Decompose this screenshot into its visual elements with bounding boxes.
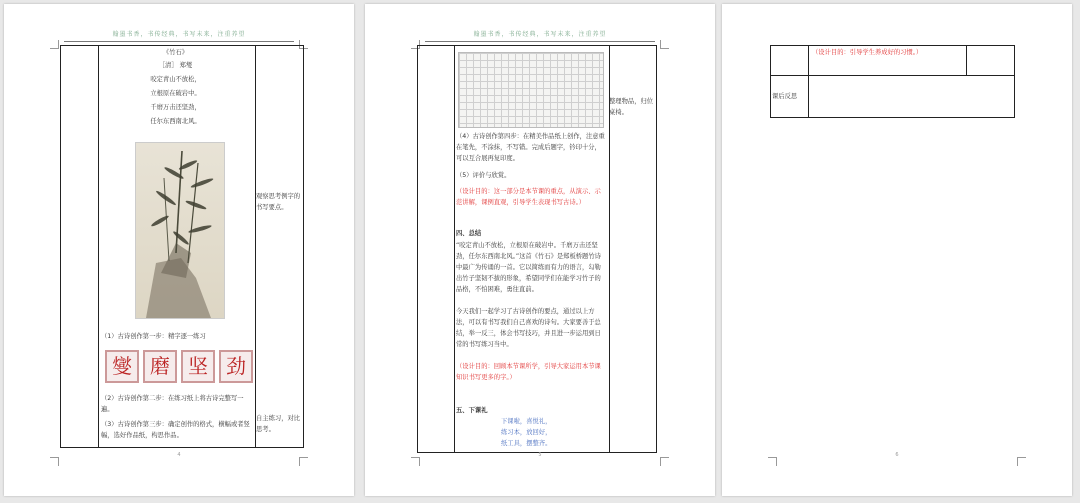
farewell-line: 纸工具，摆整齐。: [501, 440, 552, 447]
crop-mark: [50, 457, 59, 466]
calligraphy-char: 磨: [143, 350, 177, 383]
crop-mark: [50, 40, 59, 49]
document-page-1: [4, 4, 354, 496]
crop-mark: [299, 457, 308, 466]
header-rule: [64, 41, 294, 42]
crop-mark: [411, 457, 420, 466]
step-3-text: （3）古诗创作第三步：确定创作的格式，横幅或者竖幅，选好作品纸，构思作品。: [101, 421, 250, 439]
calligraphy-char: 坚: [181, 350, 215, 383]
design-note: （设计目的：回顾本节课所学，引导大家运用本节课知识书写更多的字。）: [456, 363, 601, 381]
page-header: 翰墨书香，书传经典，书写未来，注重养望: [112, 31, 246, 38]
crop-mark: [660, 40, 669, 49]
design-note: （设计目的：这一部分是本节课的重点，从演示、示范讲解，课例直观，引导学生表现书写古诗。）: [456, 188, 601, 206]
column-divider: [966, 46, 967, 75]
poem-line: 千磨万击还坚劲，: [150, 104, 201, 111]
document-page-3: [722, 4, 1072, 496]
step-2-text: （2）古诗创作第二步：在练习纸上将古诗完整写一遍。: [101, 395, 244, 413]
farewell-line: 练习本，放回好，: [501, 429, 552, 436]
section-title: 四、总结: [456, 230, 482, 237]
design-note: （设计目的：引导学生养成好的习惯。）: [812, 49, 923, 56]
page-header: 翰墨书香，书传经典，书写未来，注重养望: [473, 31, 607, 38]
side-note: 整理物品，归位桌椅。: [609, 98, 654, 116]
calligraphy-char: 劲: [219, 350, 253, 383]
step-4-text: （4）古诗创作第四步：在精美作品纸上创作，注意重在笔先，不涂抹，不写错。完成后题字，钤印十分，可以互合展再复印度。: [456, 133, 605, 162]
reflection-label: 课后反思: [772, 93, 798, 100]
crop-mark: [660, 457, 669, 466]
poem-line: 任尔东西南北风。: [150, 118, 201, 125]
crop-mark: [1017, 457, 1026, 466]
summary-paragraph: 今天我们一起学习了古诗创作的要点，通过以上方法，可以有书写我们自己喜欢的诗句。大家要善于总结，举一反三，体会书写技巧，并且进一步运用到日常的书写练习当中。: [456, 308, 601, 348]
bamboo-painting-image: [135, 142, 225, 319]
page-number: 6: [895, 452, 899, 458]
poem-line: 咬定青山不放松，: [150, 76, 201, 83]
column-divider: [454, 46, 455, 452]
side-note: 自主练习，对比思考。: [256, 415, 301, 433]
calligraphy-char: 燮: [105, 350, 139, 383]
side-note: 观察思考例字的书写要点。: [256, 193, 301, 211]
row-divider: [771, 75, 1014, 76]
page-number: 4: [177, 452, 181, 458]
grid-paper-image: [458, 52, 604, 128]
section-title: 五、下课礼: [456, 407, 488, 414]
poem-line: 立根原在破岩中。: [150, 90, 201, 97]
step-5-text: （5）评价与欣赏。: [456, 172, 511, 179]
poem-title: 《竹石》: [162, 49, 189, 56]
farewell-line: 下课啦，喜悦礼，: [501, 418, 552, 425]
crop-mark: [768, 457, 777, 466]
document-page-2: [365, 4, 715, 496]
step-1-text: （1）古诗创作第一步：精字逐一练习: [101, 333, 206, 340]
summary-paragraph: “咬定青山不放松，立根原在破岩中。千磨万击还坚劲，任尔东西南北风。”这首《竹石》是郑板桥题竹诗中最广为传诵的一首。它以简练而有力的语言，勾勒出竹子坚韧不拔的形象，希望同学们在能学习竹子的品格，不怕困难，勇往直前。: [456, 242, 601, 293]
column-divider: [808, 46, 809, 117]
header-rule: [425, 41, 655, 42]
poem-author: ［清］ 郑燮: [158, 62, 193, 69]
page-number: 5: [538, 452, 542, 458]
column-divider: [255, 46, 256, 447]
